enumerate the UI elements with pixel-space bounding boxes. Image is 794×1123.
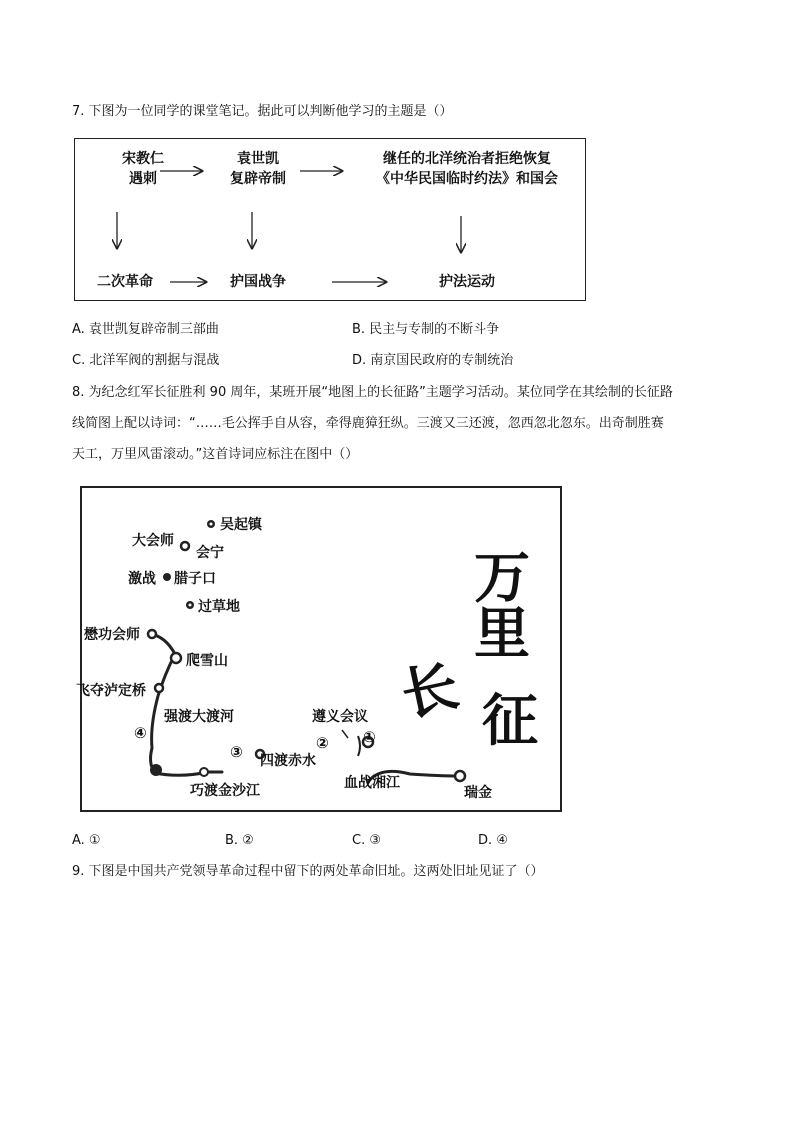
- q8-option-b: B. ②: [225, 833, 254, 848]
- map-label-jizhan: 激战: [128, 571, 156, 587]
- map-label-guocaodi: 过草地: [198, 599, 240, 615]
- q7-node-second-revolution: 二次革命: [97, 274, 153, 290]
- long-march-map: [76, 486, 562, 812]
- map-label-feiduo: 飞夺泸定桥: [76, 683, 146, 699]
- q7-arrows: [74, 138, 586, 301]
- q8-stem-line3: 天工，万里风雷滚动。”这首诗词应标注在图中（）: [72, 447, 359, 462]
- q8-stem-line1: 8. 为纪念红军长征胜利 90 周年，某班开展“地图上的长征路”主题学习活动。某位同学在其绘制的长征路: [72, 385, 673, 400]
- q7-node1-line1: 宋教仁: [122, 151, 164, 167]
- map-label-huining: 会宁: [196, 545, 224, 561]
- map-label-maogong: 懋功会师: [84, 627, 140, 643]
- map-marker-num-2: ②: [316, 734, 329, 752]
- q8-option-a: A. ①: [72, 833, 101, 848]
- map-label-dahuishi: 大会师: [132, 533, 174, 549]
- jinsha-marker-2: [200, 768, 208, 776]
- q7-node-national-protection-war: 护国战争: [230, 274, 286, 290]
- map-marker-num-4: ④: [134, 724, 147, 742]
- maogong-marker: [148, 630, 156, 638]
- q7-node-constitution-protection: 护法运动: [439, 274, 495, 290]
- luding-marker: [155, 684, 163, 692]
- map-label-sidu: 四渡赤水: [260, 753, 316, 769]
- q7-node1-line2: 遇刺: [129, 171, 157, 187]
- map-title-char-chang: 长: [395, 652, 465, 730]
- jinsha-marker: [150, 764, 162, 776]
- map-label-wuqi: 吴起镇: [220, 517, 262, 533]
- q7-node3-line2: 《中华民国临时约法》和国会: [376, 171, 558, 187]
- q7-node2-line2: 复辟帝制: [230, 171, 286, 187]
- q7-node2-line1: 袁世凯: [237, 151, 279, 167]
- q7-option-c: C. 北洋军阀的割据与混战: [72, 353, 220, 368]
- zunyi-tick: [342, 730, 348, 738]
- map-label-qiangdu: 强渡大渡河: [164, 709, 234, 725]
- xiangjiang-hook: [358, 736, 360, 756]
- map-label-ruijin: 瑞金: [464, 785, 492, 801]
- q8-option-d: D. ④: [478, 833, 508, 848]
- huining-marker: [181, 542, 189, 550]
- map-label-qiaodu: 巧渡金沙江: [190, 783, 260, 799]
- map-label-lazikou: 腊子口: [174, 571, 216, 587]
- ruijin-marker: [455, 771, 465, 781]
- map-label-paxueshan: 爬雪山: [186, 653, 228, 669]
- q8-option-c: C. ③: [352, 833, 381, 848]
- q7-option-d: D. 南京国民政府的专制统治: [352, 353, 514, 368]
- map-title-char-wan: 万: [474, 545, 530, 611]
- q7-notes-diagram: [74, 138, 586, 301]
- lazikou-marker: [163, 573, 171, 581]
- q7-option-a: A. 袁世凯复辟帝制三部曲: [72, 322, 219, 337]
- xueshan-marker: [171, 653, 181, 663]
- map-title-char-li: 里: [474, 601, 530, 667]
- map-marker-num-3: ③: [230, 743, 243, 761]
- q7-stem: 7. 下图为一位同学的课堂笔记。据此可以判断他学习的主题是（）: [72, 104, 453, 119]
- map-marker-num-1: ①: [363, 728, 376, 746]
- q9-stem: 9. 下图是中国共产党领导革命过程中留下的两处革命旧址。这两处旧址见证了（）: [72, 864, 544, 879]
- q7-node3-line1: 继任的北洋统治者拒绝恢复: [383, 151, 551, 167]
- q8-stem-line2: 线简图上配以诗词：“……毛公挥手自从容，牵得鹿獐狂纵。三渡又三还渡，忽西忽北忽东。出奇制胜赛: [72, 416, 664, 431]
- map-label-zunyi: 遵义会议: [312, 709, 368, 725]
- map-title-char-zheng: 征: [482, 688, 538, 754]
- q7-option-b: B. 民主与专制的不断斗争: [352, 322, 500, 337]
- map-label-xuezhan: 血战湘江: [344, 775, 400, 791]
